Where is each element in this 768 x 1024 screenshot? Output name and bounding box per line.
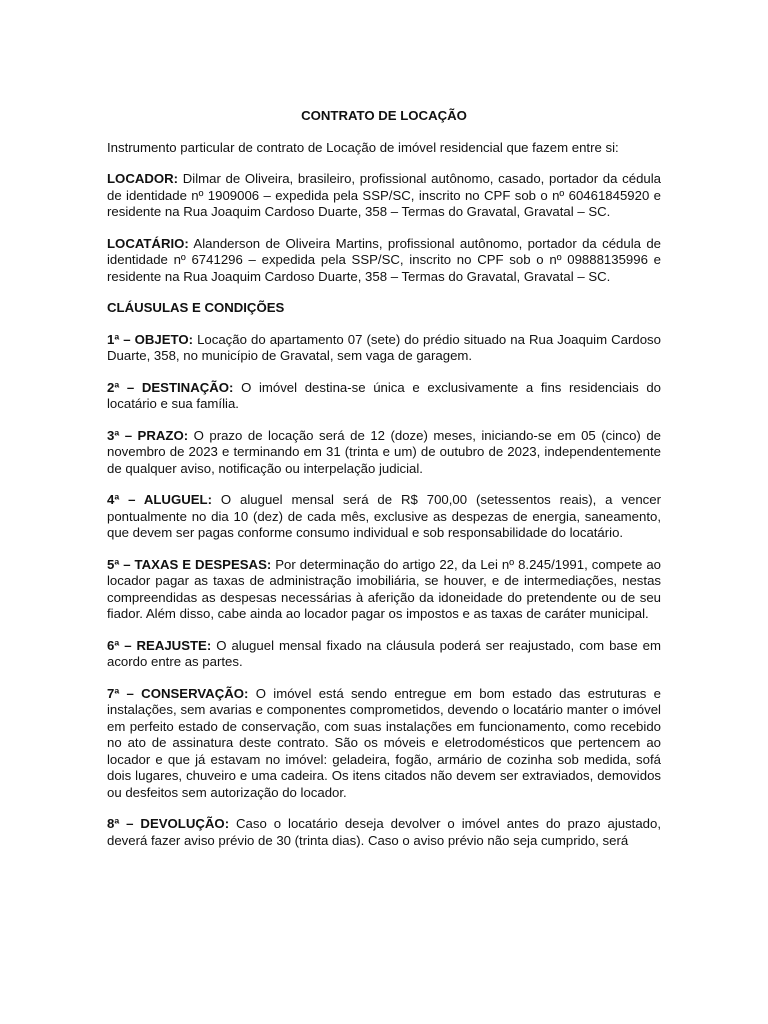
clause-label: 7ª – CONSERVAÇÃO: — [107, 685, 249, 701]
clause-text: O aluguel mensal fixado na cláusula poderá ser reajustado, com base em acordo entre as partes. — [107, 637, 661, 669]
clause-text: O imóvel está sendo entregue em bom estado das estruturas e instalações, sem avarias e componentes comprometidos, devendo o locatário manter o imóvel em perfeito estado de conservação, com suas instalações em funcionamento, como recebido no ato de assinatura deste contrato. São os móveis e eletrodomésticos que pertencem ao locador e que já estavam no imóvel: geladeira, fogão, armário de cozinha sob medida, sofá dois lugares, chuveiro e uma cadeira. Os itens citados não devem ser extraviados, demovidos ou desfeitos sem autorização do locador. — [107, 685, 661, 800]
clause-4 — [107, 492, 661, 542]
intro-paragraph: Instrumento particular de contrato de Locação de imóvel residencial que fazem entre si: — [107, 139, 619, 155]
clause-label: 5ª – TAXAS E DESPESAS: — [107, 556, 272, 572]
clause-text: O aluguel mensal será de R$ 700,00 (setessentos reais), a vencer pontualmente no dia 10 (dez) de cada mês, exclusive as despezas de energia, saneamento, que devem ser pagas conforme consumo individual e sob responsabilidade do locatário. — [107, 492, 661, 540]
clauses-heading: CLÁUSULAS E CONDIÇÕES — [107, 300, 285, 315]
locatario-text: Alanderson de Oliveira Martins, profissional autônomo, portador da cédula de identidade nº 6741296 – expedida pela SSP/SC, inscrito no CPF sob o nº 09888135996 e residente na Rua Joaquim Cardoso Duarte, 358 – Termas do Gravatal, Gravatal – SC. — [107, 235, 661, 284]
clause-2 — [107, 380, 661, 413]
clause-label: 1ª – OBJETO: — [107, 331, 194, 347]
clause-5 — [107, 557, 661, 623]
document-title: CONTRATO DE LOCAÇÃO — [301, 108, 467, 123]
clause-label: 3ª – PRAZO: — [107, 427, 189, 443]
locador-paragraph — [107, 171, 661, 221]
clause-text: O imóvel destina-se única e exclusivamente a fins residenciais do locatário e sua família. — [107, 379, 661, 411]
clause-text: Caso o locatário deseja devolver o imóvel antes do prazo ajustado, deverá fazer aviso prévio de 30 (trinta dias). Caso o aviso prévio não seja cumprido, será — [107, 816, 662, 848]
clause-1 — [107, 332, 661, 365]
clause-text: O prazo de locação será de 12 (doze) meses, iniciando-se em 05 (cinco) de novembro de 2023 e terminando em 31 (trinta e um) de outubro de 2023, independentemente de qualquer aviso, notificação ou interpelação judicial. — [107, 427, 661, 476]
clause-8 — [107, 816, 661, 849]
locador-text: Dilmar de Oliveira, brasileiro, profissional autônomo, casado, portador da cédula de identidade nº 1909006 – expedida pela SSP/SC, inscrito no CPF sob o nº 60461845920 e residente na Rua Joaquim Cardoso Duarte, 358 – Termas do Gravatal, Gravatal – SC. — [107, 171, 661, 219]
locatario-label: LOCATÁRIO: — [107, 235, 189, 251]
clause-label: 6ª – REAJUSTE: — [107, 637, 212, 653]
clause-text: Locação do apartamento 07 (sete) do prédio situado na Rua Joaquim Cardoso Duarte, 358, no município de Gravatal, sem vaga de garagem. — [107, 331, 661, 363]
clause-label: 8ª – DEVOLUÇÃO: — [107, 816, 230, 831]
clause-3 — [107, 428, 661, 478]
clause-label: 2ª – DESTINAÇÃO: — [107, 379, 234, 395]
locador-label: LOCADOR: — [107, 171, 179, 186]
clause-text: Por determinação do artigo 22, da Lei nº 8.245/1991, compete ao locador pagar as taxas de administração imobiliária, se houver, e de intermediações, nestas compreendidas as despesas necessárias à aferição da idoneidade do pretendente ou de seu fiador. Além disso, cabe ainda ao locador pagar os impostos e as taxas de caráter municipal. — [107, 556, 661, 621]
locatario-paragraph — [107, 236, 661, 286]
clause-6 — [107, 638, 661, 671]
clause-7 — [107, 686, 661, 802]
clause-label: 4ª – ALUGUEL: — [107, 492, 212, 507]
